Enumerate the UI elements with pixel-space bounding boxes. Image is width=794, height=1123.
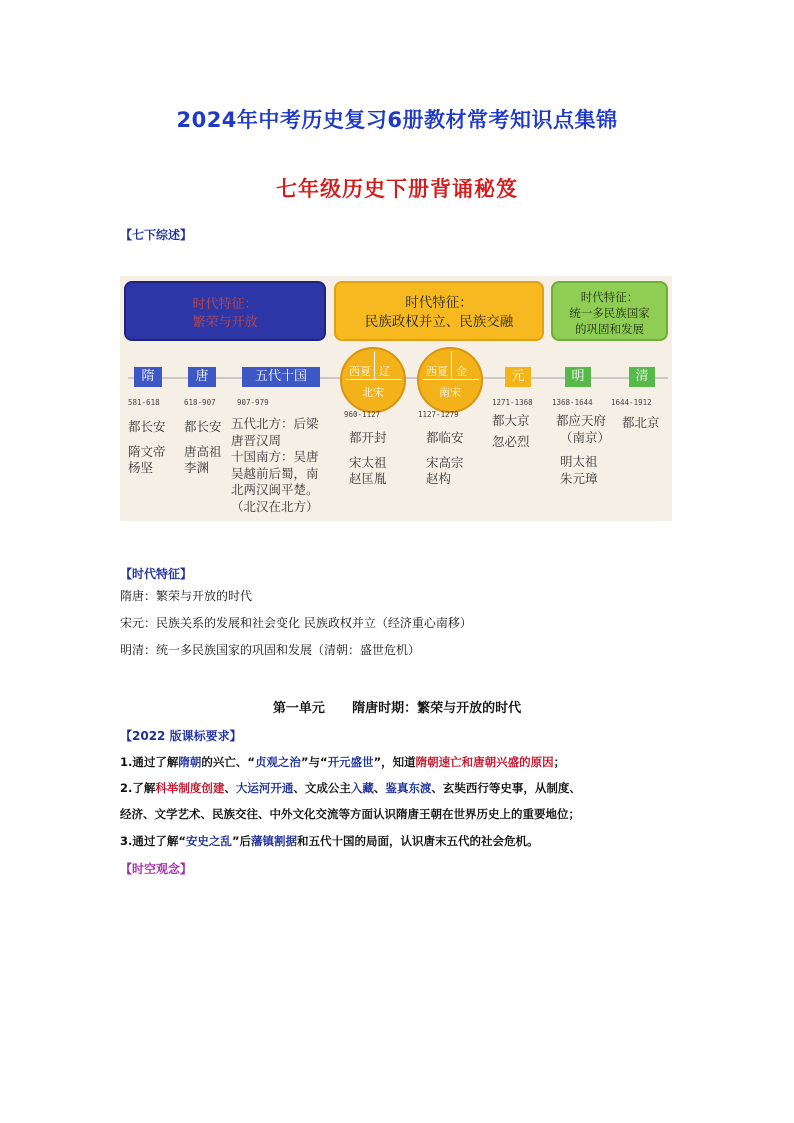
overview-label: 【七下综述】	[120, 228, 193, 242]
spacetime-label: 【时空观念】	[120, 862, 193, 876]
document-title: 2024年中考历史复习6册教材常考知识点集锦	[176, 108, 618, 132]
req-key: 藩镇割据	[251, 834, 297, 848]
dynasty-nansong	[417, 347, 483, 413]
tang-founder-title: 唐高祖	[184, 443, 222, 459]
sui-founder-title: 隋文帝	[128, 443, 166, 459]
dynasty-tang: 唐	[188, 367, 216, 387]
dynasty-sui: 隋	[134, 367, 162, 387]
nansong-founder-name: 赵构	[426, 471, 452, 486]
nansong-neighbor-right: 金	[456, 365, 467, 378]
wudai-line: （北汉在北方）	[231, 498, 319, 514]
dynasty-yuan: 元	[505, 367, 531, 387]
req-text: 、玄奘西行等史事，从制度、	[431, 781, 581, 795]
era-feature-line: 明清：统一多民族国家的巩固和发展（清朝：盛世危机）	[120, 643, 421, 657]
req-key: 隋朝速亡和唐朝兴盛的原因	[415, 755, 554, 769]
req-key: 安史之乱	[185, 834, 232, 848]
req-key: 开元盛世	[327, 755, 374, 769]
beisong-neighbor-right: 辽	[379, 365, 390, 378]
info-qing	[622, 415, 660, 432]
beisong-founder-name: 赵匡胤	[349, 471, 387, 486]
tang-founder-name: 李渊	[184, 460, 210, 475]
years-nansong: 1127-1279	[418, 410, 459, 419]
tang-capital: 都长安	[184, 419, 222, 434]
req-text: 的兴亡、“	[201, 755, 255, 769]
dynasty-wudai: 五代十国	[242, 367, 320, 387]
req-text: ；	[553, 755, 566, 769]
req-text: ”与“	[300, 755, 328, 769]
dynasty-beisong	[340, 347, 406, 413]
req-text: 、	[373, 781, 386, 795]
era-feature-line: 隋唐：繁荣与开放的时代	[120, 589, 253, 603]
req-text: ”，知道	[373, 755, 416, 769]
nansong-capital: 都临安	[426, 430, 464, 445]
era-features-label: 【时代特征】	[120, 567, 193, 581]
info-wudai	[231, 416, 319, 515]
req-text: 2.了解	[120, 781, 156, 795]
nansong-name: 南宋	[439, 386, 461, 399]
yuan-founder: 忽必烈	[492, 433, 530, 449]
dynasty-timeline	[120, 276, 672, 521]
beisong-capital: 都开封	[349, 430, 387, 445]
nansong-founder-title: 宋高宗	[426, 454, 464, 470]
era-band-line: 繁荣与开放	[192, 315, 258, 330]
dynasty-ming: 明	[565, 367, 591, 387]
info-nansong	[426, 430, 464, 488]
years-yuan: 1271-1368	[492, 398, 533, 407]
beisong-name: 北宋	[362, 386, 384, 399]
info-sui	[128, 419, 166, 477]
req-text: 的局面，认识唐末五代的社会危机。	[354, 834, 539, 848]
info-ming	[556, 413, 610, 487]
era-band-line: 时代特征：	[405, 295, 473, 311]
beisong-founder-title: 宋太祖	[349, 454, 387, 470]
wudai-line: 十国南方：吴唐	[231, 449, 319, 464]
unit-title: 第一单元 隋唐时期：繁荣与开放的时代	[272, 701, 522, 716]
era-feature-line: 宋元：民族关系的发展和社会变化 民族政权并立（经济重心南移）	[120, 616, 472, 630]
info-yuan	[492, 413, 530, 450]
beisong-neighbor-left: 西夏	[349, 365, 371, 378]
wudai-line: 五代北方：后梁	[231, 416, 319, 431]
dynasty-qing: 清	[629, 367, 655, 387]
sui-capital: 都长安	[128, 419, 166, 434]
requirement-1	[120, 754, 565, 770]
era-band-ming-qing	[551, 281, 668, 341]
requirement-2	[120, 780, 581, 796]
wudai-line: 北两汉闽平楚。	[231, 482, 319, 497]
era-band-line: 时代特征：	[192, 297, 258, 312]
years-wudai: 907-979	[237, 398, 269, 407]
years-qing: 1644-1912	[611, 398, 652, 407]
req-text: ”后	[231, 834, 251, 848]
requirement-3	[120, 833, 539, 849]
years-tang: 618-907	[184, 398, 216, 407]
years-beisong: 960-1127	[344, 410, 381, 419]
document-subtitle: 七年级历史下册背诵秘笈	[276, 177, 518, 201]
req-text: 3.通过了解“	[120, 834, 186, 848]
req-text: 、文成公主	[293, 781, 351, 795]
yuan-capital: 都大京	[492, 413, 530, 428]
era-band-song-yuan	[334, 281, 544, 341]
requirement-2-cont: 经济、文学艺术、民族交往、中外文化交流等方面认识隋唐王朝在世界历史上的重要地位；	[120, 807, 580, 821]
info-beisong	[349, 430, 387, 488]
req-text: 1.通过了解	[120, 755, 179, 769]
wudai-line: 吴越前后蜀，南	[231, 465, 319, 481]
qing-capital: 都北京	[622, 415, 660, 430]
req-key: 隋朝	[178, 755, 202, 769]
years-sui: 581-618	[128, 398, 160, 407]
req-key: 鉴真东渡	[385, 781, 432, 795]
ming-capital: 都应天府	[556, 413, 607, 428]
ming-founder-title: 明太祖	[560, 454, 598, 469]
era-band-line: 统一多民族国家	[569, 306, 650, 320]
era-band-line: 民族政权并立、民族交融	[364, 314, 514, 330]
req-key: 科举制度创建	[155, 781, 225, 795]
req-key: 大运河开通	[235, 781, 294, 795]
nansong-neighbor-left: 西夏	[426, 365, 448, 378]
standards-label: 【2022 版课标要求】	[120, 729, 242, 743]
req-key: 入藏	[350, 781, 374, 795]
era-band-line: 时代特征：	[580, 290, 639, 304]
req-text: 、	[224, 781, 236, 795]
req-text: 和五代十国	[297, 834, 355, 848]
req-key: 贞观之治	[254, 755, 301, 769]
era-band-sui-tang	[124, 281, 326, 341]
era-band-line: 的巩固和发展	[575, 322, 644, 336]
info-tang	[184, 419, 222, 477]
ming-capital-note: （南京）	[560, 429, 611, 445]
years-ming: 1368-1644	[552, 398, 593, 407]
wudai-line: 唐晋汉周	[231, 432, 282, 448]
ming-founder-name: 朱元璋	[560, 470, 598, 486]
sui-founder-name: 杨坚	[128, 460, 154, 475]
